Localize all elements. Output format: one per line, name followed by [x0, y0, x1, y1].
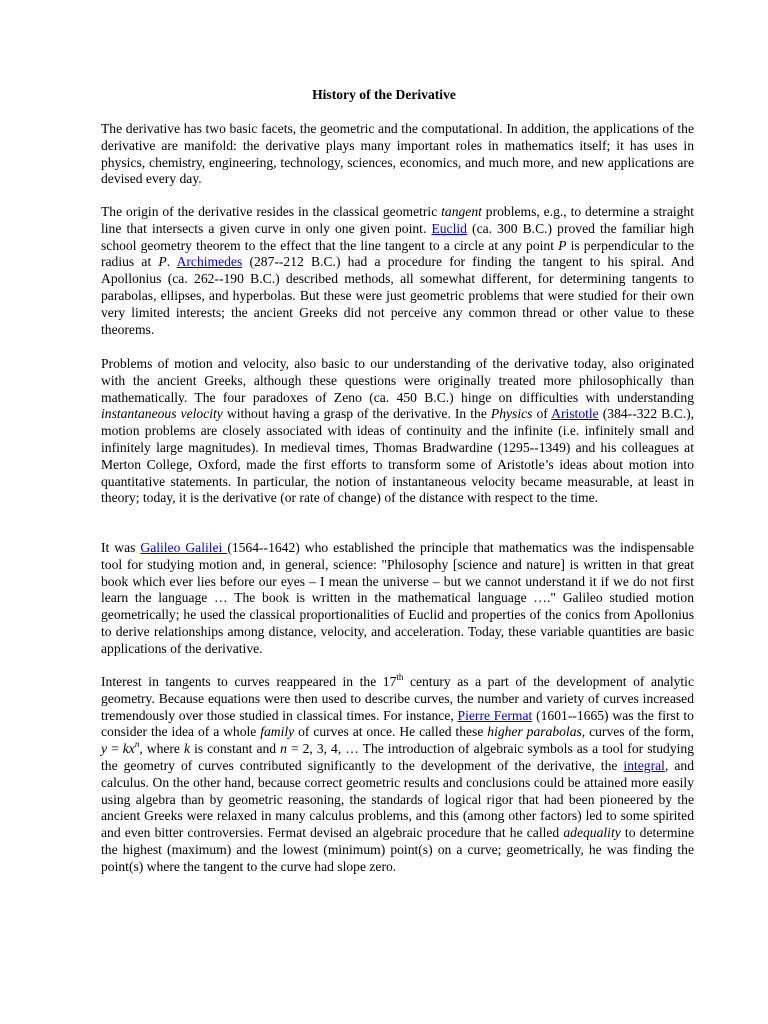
paragraph-3: [101, 356, 694, 507]
italic-text: instantaneous velocity: [101, 406, 223, 422]
italic-text: Physics: [490, 406, 533, 422]
italic-text: kx: [122, 741, 135, 757]
link-pierre-fermat[interactable]: Pierre Fermat: [457, 707, 533, 723]
text-span: without having a grasp of the derivative. In the: [222, 406, 491, 422]
text-span: = 2, 3, 4, … The introduction of algebraic symbols as a tool for studying the geometry of curves contributed significantly to the development of the derivative, the: [101, 741, 695, 773]
text-span: Interest in tangents to curves reappeared in the 17: [101, 674, 397, 689]
text-span: (287--212 B.C.) had a procedure for finding the tangent to his spiral. And Apollonius (ca. 262--190 B.C.) described methods, all somewhat different, for determining tangents to parabolas, ellipses, and hyperbolas. But these were just geometric problems that were studied for their own very limited interests; the ancient Greeks did not perceive any common thread or other value to these theorems.: [101, 254, 694, 337]
text-span: Problems of motion and velocity, also basic to our understanding of the derivative today, also originated with the ancient Greeks, although these questions were originally treated more philosophically than mathematically. The four paradoxes of Zeno (ca. 450 B.C.) hinge on difficulties with understanding: [101, 356, 694, 405]
italic-text: y: [101, 741, 108, 757]
text-span: (384--322 B.C.), motion problems are closely associated with ideas of continuity and the infinite (i.e. infinitely small and infinitely large magnitudes). In medieval times, Thomas Bradwardine (1295--1349) and his colleagues at Merton College, Oxford, made the first efforts to transform some of Aristotle’s ideas about motion into quantitative statements. In particular, the notion of instantaneous velocity became measurable, at least in theory; today, it is the derivative (or rate of change) of the distance with respect to the time.: [101, 406, 695, 506]
paragraph-4: [101, 540, 694, 658]
italic-text: tangent: [441, 204, 482, 219]
italic-text: family: [260, 724, 295, 740]
text-span: to determine the highest (maximum) and the lowest (minimum) point(s) on a curve; geometrically, he was finding the point(s) where the tangent to the curve had slope zero.: [101, 825, 694, 874]
superscript: th: [396, 672, 404, 682]
text-span: The origin of the derivative resides in the classical geometric: [101, 204, 442, 219]
italic-text: P: [158, 254, 167, 270]
document-title: History of the Derivative: [312, 87, 456, 102]
text-span: of: [532, 406, 552, 422]
link-euclid[interactable]: Euclid: [431, 220, 467, 236]
text-span: .: [166, 254, 177, 270]
text-span: (1601--1665) was the first to consider the idea of a whole: [101, 707, 694, 740]
text-span: =: [107, 741, 123, 757]
italic-text: P: [558, 237, 567, 253]
link-aristotle[interactable]: Aristotle: [551, 406, 599, 422]
text-span: , curves of the form,: [581, 724, 694, 740]
paragraph-5: [101, 674, 694, 876]
italic-text: adequality: [563, 825, 621, 841]
italic-text: n: [134, 739, 140, 750]
text-span: (1564--1642) who established the principle that mathematics was the indispensable tool for studying motion and, in general, science: "Philosophy [science and nature] is written in that great book which ever lies before our eyes – I mean the universe – but we cannot understand it if we do not first learn the language … The book is written in the mathematical language …." Galileo studied motion geometrically; he used the classical proportionalities of Euclid and properties of the conics from Apollonius to derive relationships among distance, velocity, and acceleration. Today, these variable quantities are basic applications of the derivative.: [101, 540, 694, 656]
italic-text: k: [184, 741, 191, 757]
link-archimedes[interactable]: Archimedes: [176, 254, 243, 270]
text-span: century as a part of the development of analytic geometry. Because equations were then used to describe curves, the number and variety of curves increased tremendously over those studied in classical times. For instance,: [101, 674, 694, 723]
text-span: is constant and: [190, 741, 281, 757]
link-galileo-galilei[interactable]: Galileo Galilei: [140, 540, 228, 555]
text-span: is perpendicular to the radius at: [101, 237, 694, 270]
paragraph-2: [101, 204, 694, 338]
italic-text: n: [280, 741, 287, 757]
text-span: problems, e.g., to determine a straight line that intersects a given curve in only one given point.: [101, 204, 694, 236]
text-span: , and calculus. On the other hand, because correct geometric results and conclusions could be attained more easily using algebra than by geometric reasoning, the standards of logical rigor that had been pioneered by the ancient Greeks were relaxed in many calculus problems, and this (among other factors) led to some spirited and even bitter controversies. Fermat devised an algebraic procedure that he called: [101, 757, 694, 841]
link-integral[interactable]: integral: [623, 757, 665, 773]
italic-text: higher parabolas: [487, 724, 582, 740]
paragraph-1: The derivative has two basic facets, the geometric and the computational. In addition, the applications of the derivative are manifold: the derivative plays many important roles in mathematics itself; it has uses in physics, chemistry, engineering, technology, sciences, economics, and much more, and new applications are devised every day.: [101, 121, 694, 187]
text-span: It was: [101, 540, 141, 555]
text-span: (ca. 300 B.C.) proved the familiar high school geometry theorem to the effect that the line tangent to a circle at any point: [101, 220, 694, 253]
text-span: , where: [139, 741, 184, 757]
text-span: of curves at once. He called these: [294, 724, 488, 740]
